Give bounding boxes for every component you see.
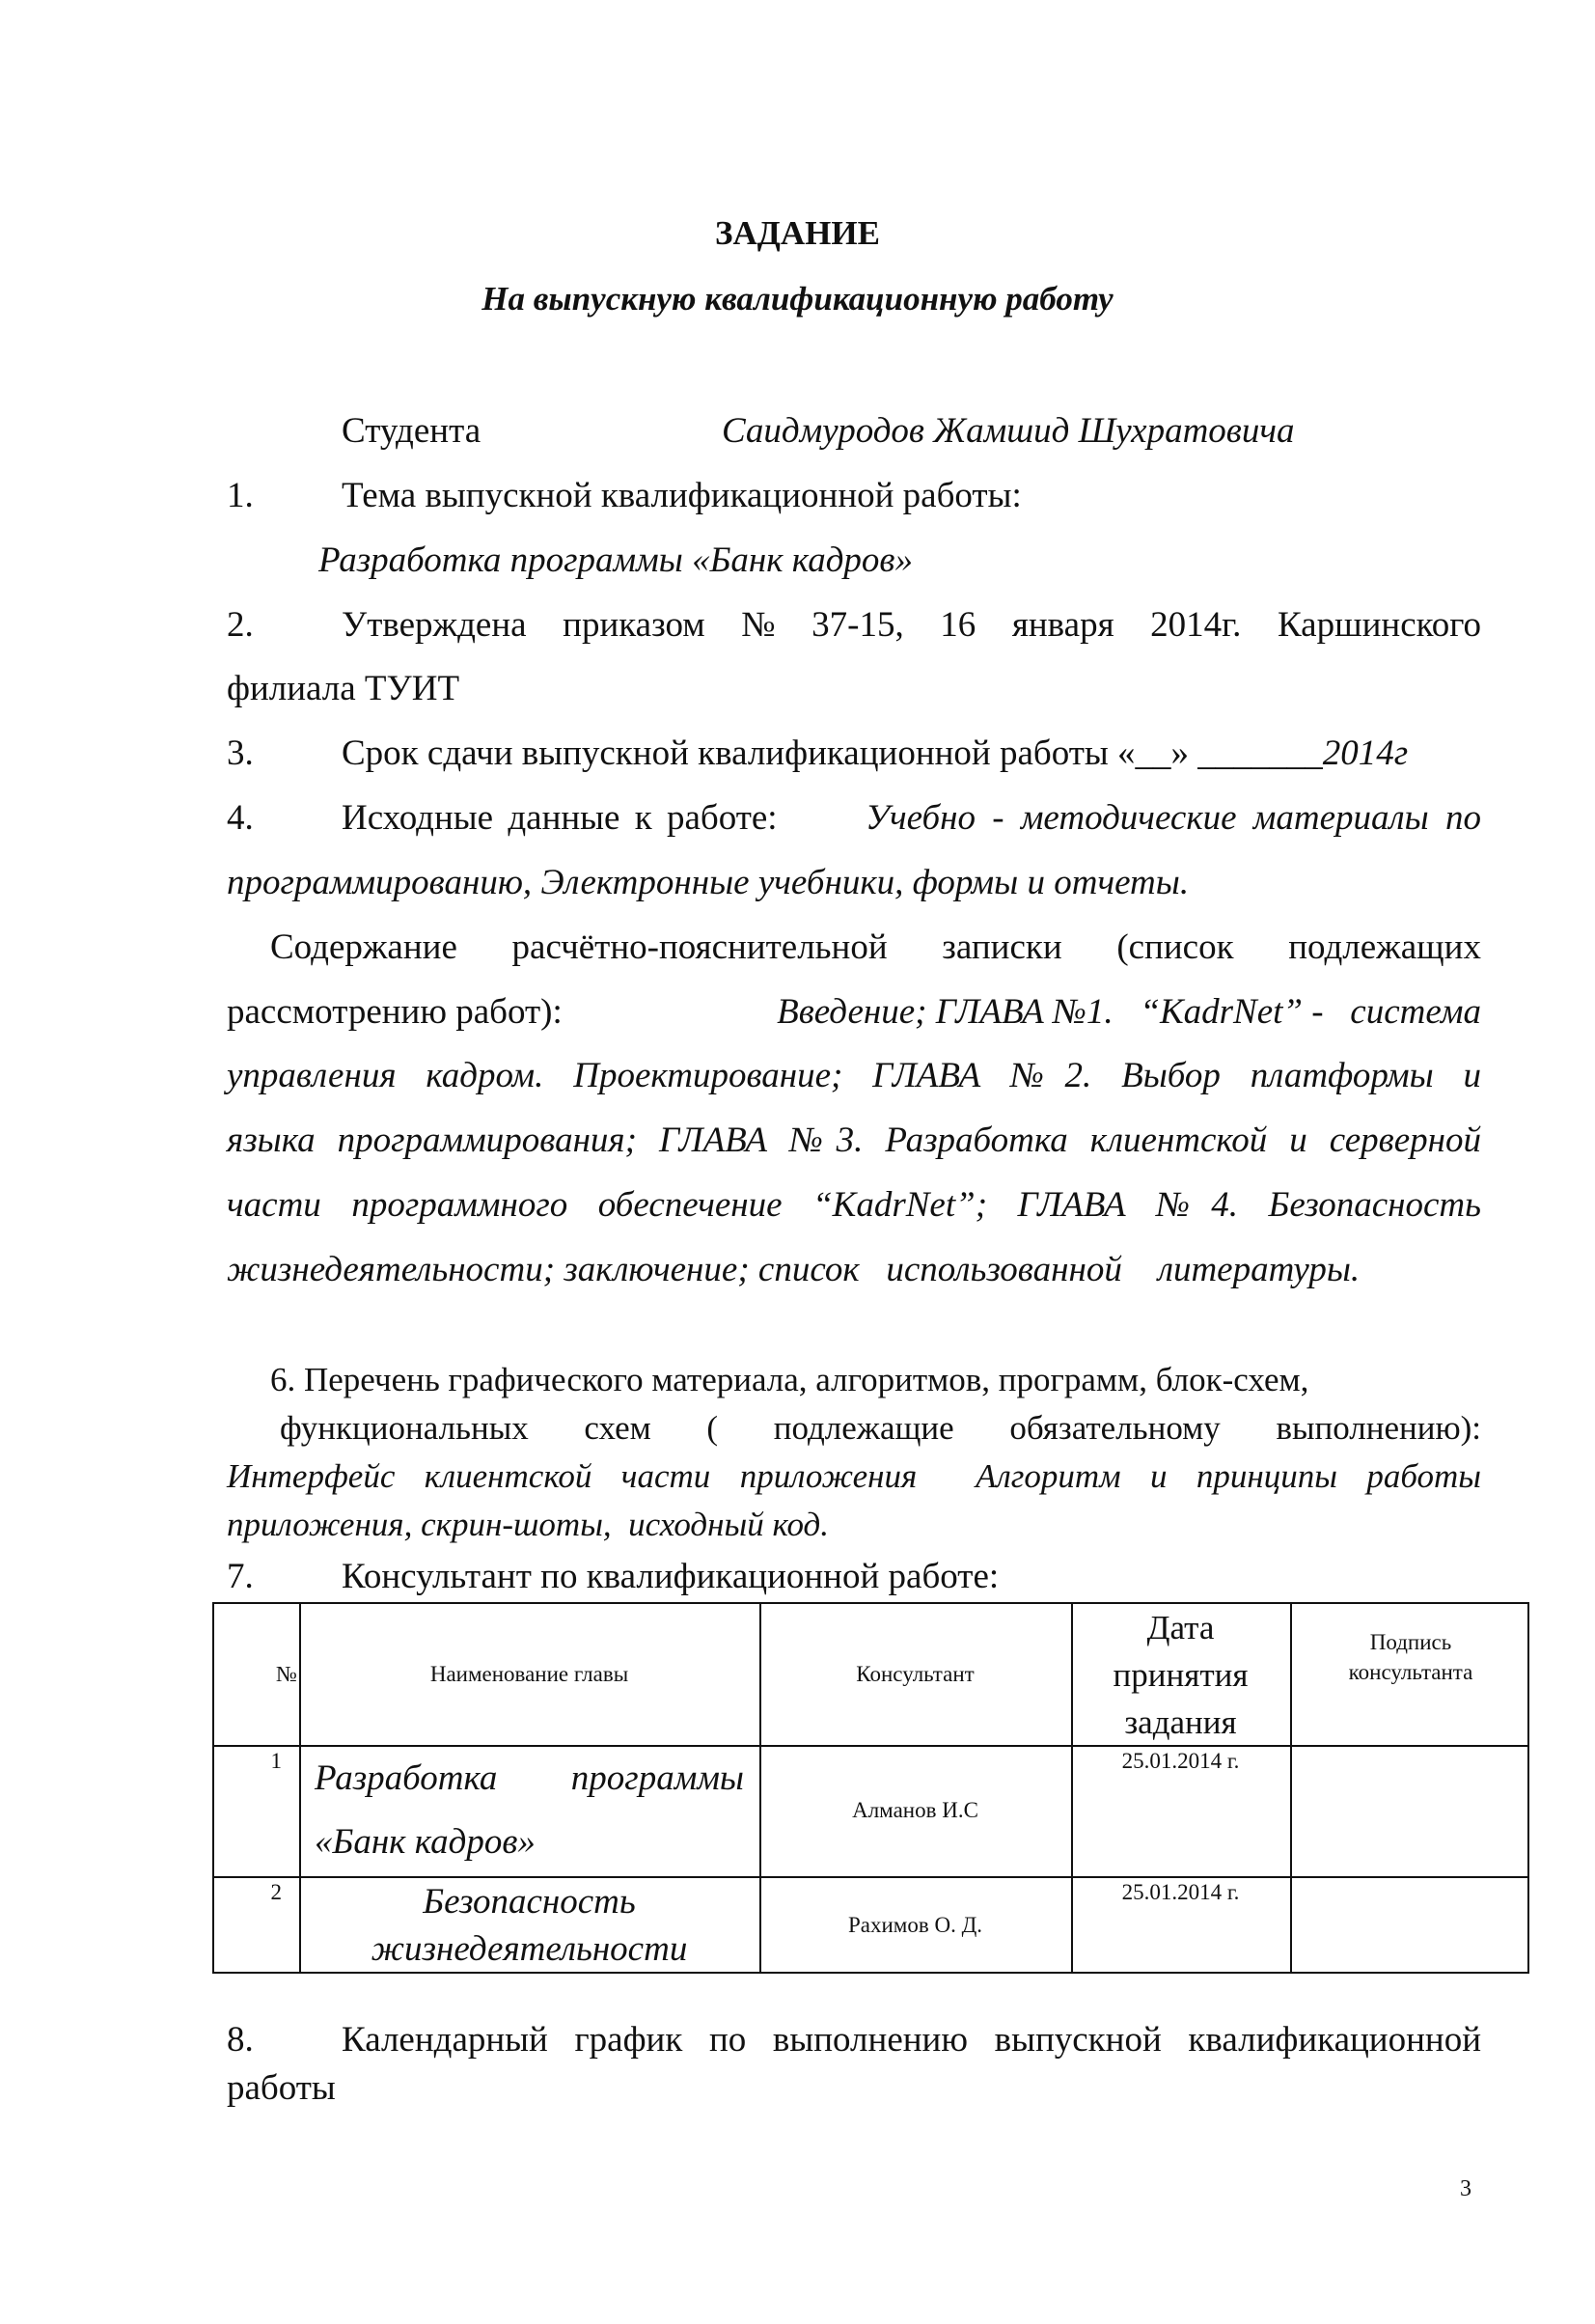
row-2-chapter — [299, 1876, 759, 1974]
item-2-line2: филиала ТУИТ — [227, 669, 460, 708]
header-consultant: Консультант — [856, 1662, 975, 1686]
row-1-date: 25.01.2014 г. — [1121, 1749, 1240, 1773]
row-2-date: 25.01.2014 г. — [1121, 1880, 1240, 1904]
word: подлежащих — [1288, 927, 1481, 967]
item-4-label: Исходные данные к работе: — [342, 798, 778, 838]
header-sign-line2: консультанта — [1348, 1660, 1473, 1684]
row-1-chapter-line1: Разработка программы — [315, 1758, 744, 1798]
page-number: 3 — [1460, 2176, 1471, 2201]
word: Утверждена — [342, 605, 527, 645]
consultant-table — [212, 1602, 1529, 1974]
item-1-text: Тема выпускной квалификационной работы: — [342, 476, 1022, 515]
item-3-year: 2014г — [1322, 733, 1409, 773]
item-4-number: 4. — [227, 798, 254, 838]
item-5-line3: управления кадром. Проектирование; ГЛАВА №2. Выбор платформы и — [227, 1056, 1481, 1095]
row-2-chapter-line2: жизнедеятельности — [371, 1928, 688, 1969]
header-num: № — [276, 1662, 297, 1686]
item-2-line1 — [342, 604, 1481, 646]
word: Содержание — [270, 927, 457, 967]
word: января — [1011, 605, 1114, 645]
row-1-chapter — [299, 1745, 759, 1876]
item-4-value-line1: Учебно - методические материалы по — [866, 798, 1481, 838]
item-1-number: 1. — [227, 476, 254, 515]
word: № — [741, 605, 776, 645]
word: расчётно-пояснительной — [511, 927, 888, 967]
item-7-text: Консультант по квалификационной работе: — [342, 1557, 1000, 1596]
word: Каршинского — [1277, 605, 1481, 645]
document-subtitle: На выпускную квалификационную работу — [481, 280, 1114, 318]
header-sign-line1: Подпись — [1369, 1630, 1452, 1654]
header-date — [1071, 1604, 1290, 1745]
word: 16 — [940, 605, 976, 645]
row-1-signature — [1290, 1745, 1531, 1876]
item-4-value-line2: программированию, Электронные учебники, формы и отчеты. — [227, 863, 1190, 902]
student-name: Саидмуродов Жамшид Шухратовича — [722, 411, 1295, 451]
item-3-number: 3. — [227, 733, 254, 773]
row-2-consultant: Рахимов О. Д. — [847, 1912, 983, 1937]
student-label: Студента — [342, 411, 481, 451]
header-chapter: Наименование главы — [429, 1662, 629, 1686]
header-date-line2: принятия — [1113, 1655, 1249, 1694]
row-2-signature — [1290, 1876, 1531, 1974]
row-1-chapter-line2: «Банк кадров» — [315, 1822, 536, 1862]
item-5-line2-prefix: рассмотрению работ): — [227, 992, 563, 1032]
item-5-line6: жизнедеятельности; заключение; список использованной литературы. — [227, 1250, 1361, 1289]
document-title: ЗАДАНИЕ — [715, 214, 880, 252]
row-2-num: 2 — [270, 1880, 282, 1904]
item-8-number: 8. — [227, 2020, 254, 2060]
item-3-label: Срок сдачи выпускной квалификационной работы «__» _______ — [342, 733, 1323, 773]
word: записки — [942, 927, 1062, 967]
word: (список — [1116, 927, 1234, 967]
row-2-chapter-line1: Безопасность — [423, 1881, 636, 1922]
header-signature — [1290, 1604, 1531, 1710]
item-3-text — [342, 733, 1408, 774]
item-1-topic: Разработка программы «Банк кадров» — [318, 540, 913, 580]
item-5-line4: языка программирования; ГЛАВА №3. Разработка клиентской и серверной — [227, 1120, 1481, 1160]
item-5-line5: части программного обеспечение “KadrNet”; ГЛАВА №4. Безопасность — [227, 1185, 1481, 1225]
word: 2014г. — [1150, 605, 1242, 645]
item-5-line2 — [227, 991, 1481, 1033]
item-6-line2: функциональных схем ( подлежащие обязательному выполнению): — [280, 1409, 1481, 1447]
header-date-line3: задания — [1124, 1702, 1237, 1741]
item-5-intro — [270, 927, 1481, 968]
item-8-line2: работы — [227, 2068, 336, 2108]
item-6-line4: приложения, скрин-шоты, исходный код. — [227, 1506, 829, 1543]
item-4-line1 — [342, 797, 1481, 839]
item-6-line1: 6. Перечень графического материала, алгоритмов, программ, блок-схем, — [270, 1361, 1309, 1398]
item-2-number: 2. — [227, 605, 254, 645]
item-8-line1: Календарный график по выполнению выпускной квалификационной — [342, 2020, 1481, 2060]
item-6-line3: Интерфейс клиентской части приложения Алгоритм и принципы работы — [227, 1457, 1481, 1495]
item-7-number: 7. — [227, 1557, 254, 1596]
word: приказом — [563, 605, 705, 645]
word: 37-15, — [811, 605, 904, 645]
row-1-num: 1 — [270, 1749, 282, 1773]
item-5-line2-italic: Введение; ГЛАВА №1. “KadrNet” - система — [777, 992, 1481, 1032]
row-1-consultant: Алманов И.С — [852, 1798, 978, 1822]
header-date-line1: Дата — [1146, 1608, 1215, 1646]
